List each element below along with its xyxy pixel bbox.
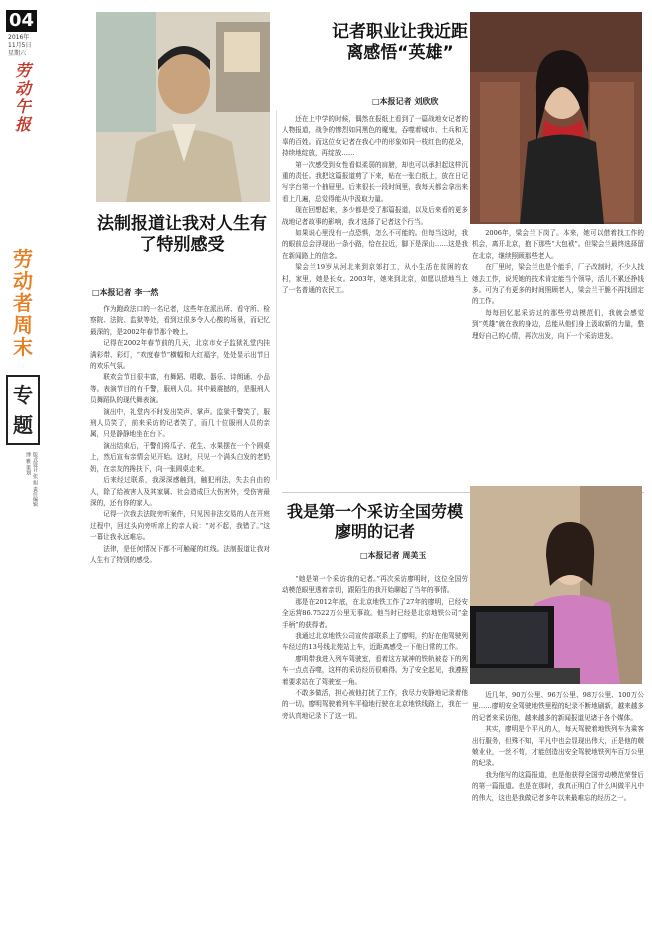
paragraph: 现在回想起来，多少都是受了那篇报道，以及后来看的更多战地记者故事的影响，我才选择了记者这个行当。 (282, 206, 468, 226)
editorial-credits: 版式设计 张 旭 责任编辑 博 雅 策划 (25, 452, 38, 507)
paragraph: 梁会兰19岁从河北来到京郊打工，从小生活在贫困的农村，家里，她是长女。2003年，她来到北京，如愿以偿地当上了一名普通的农民工。 (282, 263, 468, 295)
paragraph: 记得在2002年春节前的几天，北京市女子监狱礼堂内挂满彩带、彩灯，“欢度春节”横幅和大红福字，处处显示出节日的欢乐气氛。 (90, 339, 270, 371)
paragraph: 每每回忆起采访过的那些劳动模范们，我就会感觉到“英雄”就在我的身边，总能从他们身上汲取新的力量，整理好自己的心情，再次出发，向下一个采访进发。 (472, 308, 644, 340)
paragraph: 廖明带我进入列车驾驶室，看着这方斌神的铁轨被卷下的列车一点点吞噬，这样的采访经历很难得。为了安全起见，我遵照着要求站在了驾驶室一角。 (282, 654, 468, 686)
paragraph: 法律，是任何情况下都不可触碰的红线。法制报道让我对人生有了特别的感受。 (90, 544, 270, 564)
paragraph: 记得一次我去法院旁听案件，只见因非法交易的人在开庭过程中，回过头向旁听席上的亲人说：“对不起，我错了。”这一幕让我永远难忘。 (90, 510, 270, 542)
story3-byline: □本报记者 周美玉 (360, 551, 427, 560)
story3-headline (282, 502, 468, 542)
paragraph: 我通过北京地铁公司宣传部联系上了廖明，约好在他驾驶列车经过的13号线北苑站上车，近距离感受一下他日常的工作。 (282, 632, 468, 652)
story2-headline (330, 22, 470, 64)
story1-headline (92, 214, 272, 256)
paragraph: 2006年，梁会兰下岗了。本来，她可以借着找工作的机会，离开北京，抱下那些“大包袱”。但梁会兰最终选择留在北京，继续照顾那些老人。 (472, 229, 644, 260)
date-line: 2016年 (8, 34, 30, 41)
story1-body (90, 304, 270, 924)
paragraph: 不敢多做活，担心被他打扰了工作，我尽力安静地记录着他的一切。廖明驾驶着列车平稳地行驶在北京地铁线路上，我在一旁认真地记录下了这一切。 (282, 689, 468, 720)
story2-byline: □本报记者 刘欣欣 (372, 97, 439, 106)
paragraph: 联欢会节目很丰富，有舞蹈、唱歌、器乐、诗朗诵、小品等。表演节目的有千警，服刑人员。其中最震撼的，是服刑人员舞蹈队的现代舞表演。 (90, 373, 270, 405)
portrait-man-icon (96, 12, 270, 202)
paragraph: 近几年，90万公里、96万公里、98万公里、100万公里……廖明安全驾驶地铁里程的纪录不断地刷新，越来越多的记者来采访他，越来越多的新闻报道见诸于各个媒体。 (472, 691, 644, 722)
portrait-woman-photo (470, 12, 642, 224)
woman-at-laptop-photo (470, 486, 642, 684)
column-divider (276, 110, 277, 480)
story2-body-col2 (472, 228, 644, 486)
paragraph: 还在上中学的时候，偶然在报纸上看到了一篇战地女记者的人物报道，战争的惨烈如同黑色的魔鬼，吞噬着城市、土兵和无辜的百姓。而这位女记者在我心中的形象如同一枝红色的花朵，持续地绽放，再绽放…… (282, 115, 468, 158)
paragraph: “她是第一个采访我的记者。”再次采访廖明时，这位全国劳动模范眼里透着亲切，跟陌生的我开始聊起了当年的事情。 (282, 575, 468, 595)
story3-headline-text: 我是第一个采访全国劳模廖明的记者 (286, 502, 463, 541)
story1-byline: □本报记者 李一然 (92, 288, 159, 297)
portrait-man-photo (96, 12, 270, 202)
paragraph: 我为他写的这篇报道，也是他获得全国劳动模范荣誉后的第一篇报道。也是在那时，我真正明白了什么叫做平凡中的伟大，这也是我做记者多年以来最难忘的经历之一。 (472, 770, 644, 802)
date-line: 星期六 (8, 50, 27, 57)
publication-date (8, 34, 42, 58)
date-line: 11月5日 (8, 42, 32, 49)
paragraph: 演出中，礼堂内不时发出笑声、掌声。监狱千警笑了，服刑人员笑了，前来采访的记者笑了，而几十位服刑人员的亲属，只是静静地坐在台下。 (90, 407, 270, 439)
paragraph: 如果说心里没有一点恐惧，怎么不可能的。但每当这时，我的眼前总会浮现出一条小路，恰在拉近，脚下是深山……这是我在新闻路上的信念。 (282, 229, 468, 260)
story3-body-col2 (472, 690, 644, 926)
paragraph: 演出结束后，干警们将瓜子、花生、水果摆在一个个圆桌上，然后宣布亲情会见开始。这时，只见一个满头白发的老奶奶，在亲友的搀扶下，向一张圆桌走来。 (90, 441, 270, 473)
story2-body-col1 (282, 114, 468, 486)
story1-headline-text: 法制报道让我对人生有了特别感受 (97, 214, 267, 255)
paragraph: 在厂里时，梁会兰也是个能手，厂子改制时，不少人找她去工作，说凭她的技术肯定能当个领导，活儿不累还挣钱多。可为了有更多的时间照顾老人，梁会兰干脆不再找固定的工作。 (472, 263, 644, 306)
paragraph: 其实，廖明是个平凡的人，每天驾驶着地铁列车为乘客出行服务，但殊不知，平凡中也会显现出伟大，正是他的兢兢业业，一丝不苟，才能创造出安全驾驶地铁列车百万公里的纪录。 (472, 725, 644, 768)
section-title: 劳动者周末 (13, 247, 33, 359)
paragraph: 后来经过联系，我深深感触到，触犯刑法，失去自由的人，除了给被害人及其家属、社会造成巨大伤害外，受伤害最深的，还有你的家人。 (90, 476, 270, 507)
left-rail (0, 0, 44, 940)
woman-at-laptop-icon (470, 486, 642, 684)
masthead-logo: 劳动午报 (14, 61, 31, 134)
portrait-woman-icon (470, 12, 642, 224)
paragraph: 作为跑政法口的一名记者，这些年在派出所、看守所、检察院、法院、监狱等处，看到过很多令人心酸的场景，而记忆最深的，是2002年春节那个晚上。 (90, 305, 270, 336)
story3-body-col1 (282, 574, 468, 926)
story2-headline-text: 记者职业让我近距离感悟“英雄” (332, 22, 468, 63)
special-topic-label: 专题 (6, 375, 40, 445)
page-number: 04 (6, 10, 37, 32)
paragraph: 第一次感受到女性看似柔弱的肩膀，却也可以承担起这样沉重的责任。我把这篇报道剪了下来，贴在一张白纸上，放在日记写字台第一个抽屉里。后来很长一段时间里，我每天都会拿出来看上几遍，总觉得能从中汲取力量。 (282, 160, 468, 203)
paragraph: 那是在2012年底，在北京地铁工作了27年的廖明，已经安全运营86.7522万公里无事故。他当时已经是北京地铁公司“金手柄”的获得者。 (282, 597, 468, 629)
